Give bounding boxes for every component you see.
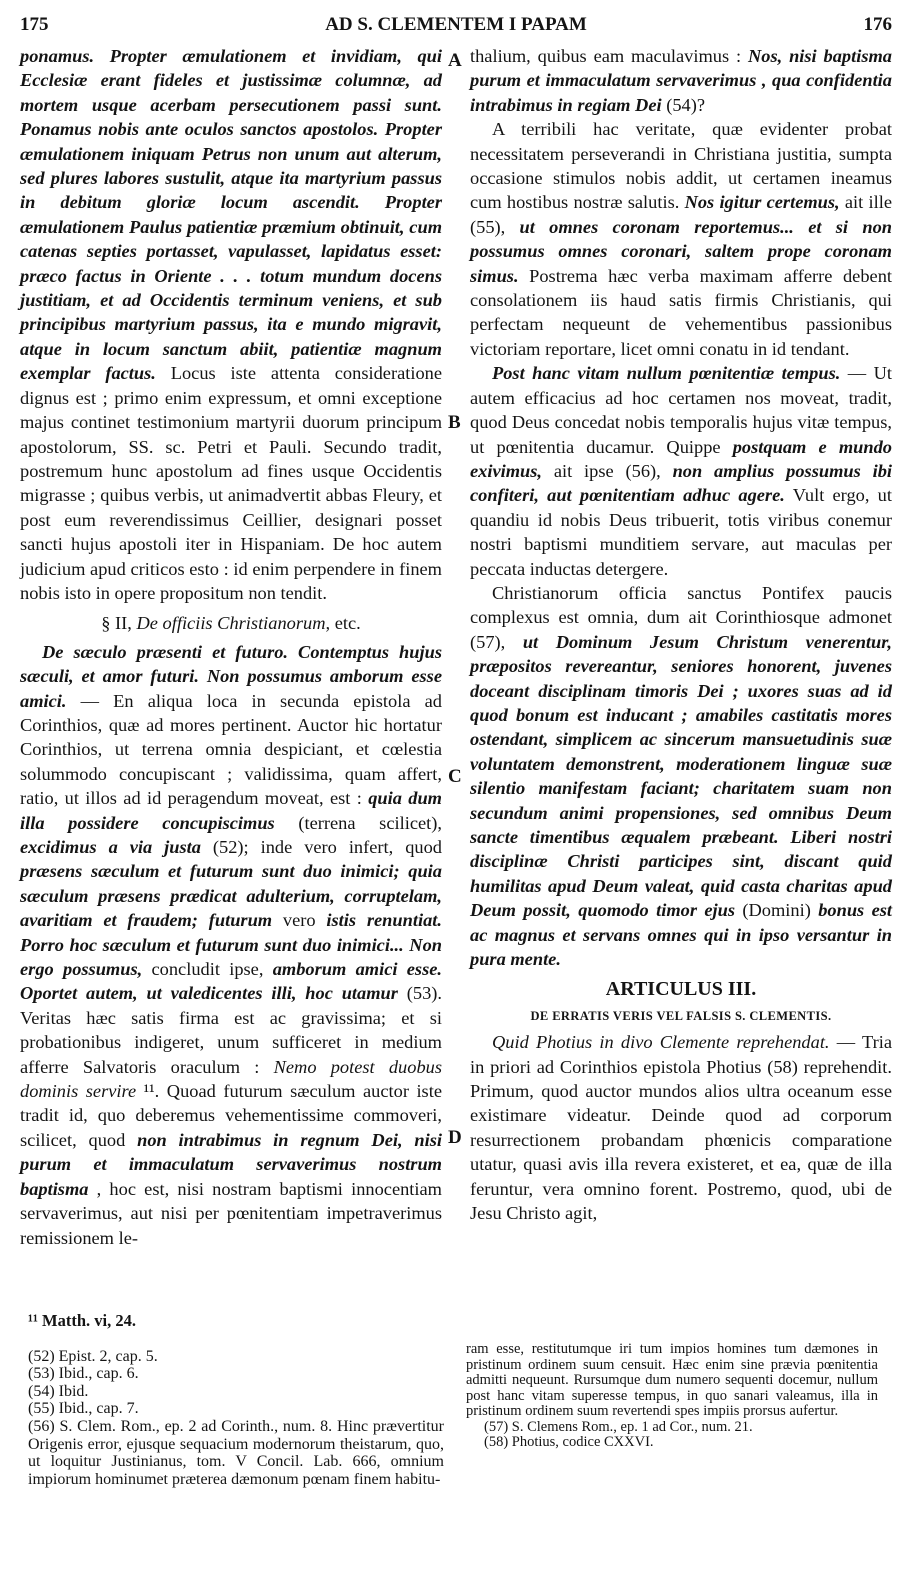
text-span: — Ut autem efficacius ad hoc certamen nos moveat, tradit, quod Deus concedat nobis temporalis hujus vitæ tempus, ut pœnitentia ducamur. Quippe [470, 363, 892, 457]
scripture-footnote: ¹¹ Matth. vi, 24. [28, 1311, 136, 1330]
section-etc: etc. [330, 613, 361, 634]
quote-span: amborum amici esse. Oportet autem, ut valedicentes illi, hoc utamur [20, 959, 442, 1004]
text-span: A terribili hac veritate, quæ evidenter probat necessitatem perseverandi in Christiana justitia, sumpta occasione stimulos nobis addit, ut certamen ineamus cum hostibus nostræ salutis. [470, 119, 892, 213]
paragraph-martyrium [20, 44, 442, 605]
quote-span: Nemo potest duobus dominis servire [20, 1056, 442, 1102]
section-title: De officiis Christianorum, [136, 613, 331, 634]
paragraph-saeculum [20, 640, 442, 1250]
text-span: Vult ergo, ut quandiu id nobis Deus tribuerit, totis viribus conemur nostri baptismi munditiem servare, aut maculas per peccata inductas detergere. [470, 485, 892, 579]
quote-span: istis renuntiat. Porro hoc sæculum et futurum sunt duo inimici... Non ergo possumus, [20, 910, 442, 980]
margin-letter-c: C [448, 766, 462, 787]
text-span: ¹¹. Quoad futurum sæculum auctor iste tradit id, quo deberemus vehementissime commoveri, scilicet, quod [20, 1081, 442, 1150]
footnote-56-continued: ram esse, restitutumque iri tum impios homines tum dæmones in pristinum ordinem suum censuit. Hæc enim sine prævia pœnitentia admitti nequeunt. Rursumque dum numero sequenti docemur, nullum post hanc vitam superesse tempus, in quo sanari valeamus, illa in pristinum ordinem suum revertendi spes impiis prorsus aufertur. [466, 1341, 878, 1419]
footnote-58: (58) Photius, codice CXXVI. [484, 1434, 654, 1450]
text-span: Christianorum officia sanctus Pontifex paucis complexus est omnia, dum ait Corinthiosque admonet (57), [470, 582, 892, 652]
quote-span: postquam e mundo exivimus, [470, 436, 892, 481]
subsection-title: De sæculo præsenti et futuro. Contemptus hujus sæculi, et amor futuri. Non possumus amborum esse amici. [20, 641, 442, 711]
running-title: AD S. CLEMENTEM I PAPAM [325, 14, 587, 35]
paragraph-poenitentia [470, 361, 892, 581]
article-subtitle: DE ERRATIS VERIS VEL FALSIS S. CLEMENTIS. [530, 1008, 832, 1023]
quote-span: Nos, nisi baptisma purum et immaculatum servaverimus , qua confidentia intrabimus in regiam Dei [470, 46, 892, 115]
text-span: (Domini) [735, 900, 819, 921]
margin-letter-a: A [448, 50, 462, 71]
page-number-left: 175 [20, 14, 49, 35]
text-span: (52); inde vero infert, quod [200, 837, 442, 857]
text-span: ait ipse (56), [542, 460, 673, 481]
footnote-52: (52) Epist. 2, cap. 5. [28, 1347, 158, 1365]
text-span: , hoc est, nisi nostram baptismi innocentiam servaverimus, aut nisi per pœnitentiam impetraverimus remissionem le- [20, 1178, 442, 1248]
text-span: (terrena scilicet), [274, 812, 442, 833]
text-span: — En aliqua loca in secunda epistola ad Corinthios, quæ ad mores pertinent. Auctor hic hortatur Corinthios, ut terrena omnia despiciant, et cœlestia solummodo concupiscant ; validissima, quam affert, ratio, ut illos ad id peragendum moveat, est : [20, 690, 442, 809]
text-span: — Tria in priori ad Corinthios epistola Photius (58) reprehendit. Primum, quod auctor mundos alios ultra oceanum esse existimare videatur. Deinde quod ad corporum resurrectionem probandam phœnicis comparatione utatur, quasi avis illa revera existeret, et ea, quæ de illa feruntur, vera omnino forent. Postremo, quod, ubi de Jesu Christo agit, [470, 1032, 892, 1224]
quote-span: non amplius possumus ibi confiteri, aut pœnitentiam adhuc agere. [470, 460, 893, 506]
paragraph-baptisma [470, 44, 892, 117]
subsection-title: Quid Photius in divo Clemente reprehendat. [492, 1032, 830, 1053]
paragraph-certamen [470, 117, 892, 361]
paragraph-officia [470, 581, 892, 972]
quote-span: præsens sæculum et futurum sunt duo inimici; quia sæculum præsens prædicat adulterium, corruptelam, avaritiam et fraudem; futurum [20, 861, 442, 931]
text-span: ait ille (55), [470, 192, 892, 237]
footnote-54: (54) Ibid. [28, 1382, 89, 1400]
left-column [20, 44, 442, 1250]
commentary-text: Locus iste attenta consideratione dignus est ; primo enim expressum, et omni exceptione majus continet testimonium martyrii duorum principum apostolorum, SS. sc. Petri et Pauli. Secundo tradit, postremum hunc apostolum ad fines usque Occidentis migrasse ; quibus verbis, ut animadvertit abbas Fleury, et post eum reverendissimus Ceillier, designari posset sancti hujus apostoli iter in Hispaniam. De hoc autem judicium apud criticos esto : id enim perpendere in finem nobis isto in opere propositum non tendit. [20, 363, 443, 603]
footnote-53: (53) Ibid., cap. 6. [28, 1365, 139, 1383]
text-span: Postrema hæc verba maximam afferre debent consolationem iis haud satis firmis Christianis, qui perfectam nequeunt de vehementibus passionibus victoriam reportare, licet omni conatu in id tendant. [470, 265, 892, 359]
quote-span: ut Dominum Jesum Christum venerentur, præpositos revereantur, seniores honorent, juvenes doceant disciplinam timoris Dei ; uxores suas ad id quod bonum est inducant ; amabiles castitatis mores ostendant, simplicem ac sincerum mansuetudinis suæ voluntatem demonstrent, moderationem linguæ suæ silentio manifestam faciant; charitatem suam non secundum animi propensiones, sed omnibus Deum sancte timentibus æqualem præbeant. Liberi nostri disciplinæ Christi participes sint, discant quid humilitas apud Deum valeat, quid casta charitas apud Deum possit, quomodo timor ejus [470, 631, 893, 921]
margin-letter-b: B [448, 412, 461, 433]
quote-span: quia dum illa possidere concupiscimus [20, 788, 442, 833]
quote-span: non intrabimus in regnum Dei, nisi purum et immaculatum servaverimus nostrum baptisma [20, 1129, 442, 1199]
right-column [470, 44, 892, 1226]
subsection-title: Post hanc vitam nullum pœnitentiæ tempus. [492, 363, 841, 384]
text-span: (54)? [661, 94, 706, 115]
quote-span: excidimus a via justa [20, 837, 201, 857]
text-span: vero [272, 910, 327, 931]
quote-span: bonus est ac magnus et servans omnes qui in ipso versantur in pura mente. [470, 900, 893, 970]
text-span: concludit ipse, [142, 959, 273, 980]
footnote-55: (55) Ibid., cap. 7. [28, 1400, 139, 1418]
footnote-57: (57) S. Clemens Rom., ep. 1 ad Cor., num. 21. [484, 1418, 753, 1435]
text-span: thalium, quibus eam maculavimus : [470, 46, 748, 66]
article-title: ARTICULUS III. [605, 978, 757, 1001]
section-number: § II, [101, 613, 137, 634]
footnote-56: (56) S. Clem. Rom., ep. 2 ad Corinth., num. 8. Hinc prævertitur Origenis error, ejusque sequacium modernorum theistarum, quo, ut loquitur Justinianus, tom. V Concil. Lab. 666, omnium impiorum hominumet præterea dæmonum pœnam finem habitu- [28, 1417, 444, 1488]
page-number-right: 176 [863, 14, 892, 35]
text-span: (53). Veritas hæc satis firma est ac gravissima; et si probationibus indigeret, unum sufficeret in medium afferre Salvatoris oraculum : [20, 983, 442, 1077]
footnotes-left [28, 1312, 444, 1488]
paragraph-photius [470, 1030, 892, 1225]
quote-span: ut omnes coronam reportemus... et si non possumus omnes coronari, saltem prope coronam simus. [470, 216, 892, 286]
quote-span: Nos igitur certemus, [684, 192, 840, 213]
footnotes-right [466, 1342, 878, 1451]
quote-clement: ponamus. Propter æmulationem et invidiam, qui Ecclesiæ erant fideles et justissimæ columnæ, ad mortem usque acerbam persecutionem passi sunt. Ponamus nobis ante oculos sanctos apostolos. Propter æmulationem iniquam Petrus non unum aut alterum, sed plures labores sustulit, atque ita martyrium passus in debitum gloriæ locum ascendit. Propter æmulationem Paulus patientiæ præmium obtinuit, cum catenas septies portasset, vapulasset, lapidatus esset: præco factus in Oriente . . . totum mundum docens justitiam, et ad Occidentis terminum veniens, et sub principibus martyrium passus, ita e mundo migravit, atque in locum sanctum abiit, patientiæ magnum exemplar factus. [20, 46, 442, 384]
margin-letter-d: D [448, 1127, 462, 1148]
section-heading [20, 611, 442, 635]
